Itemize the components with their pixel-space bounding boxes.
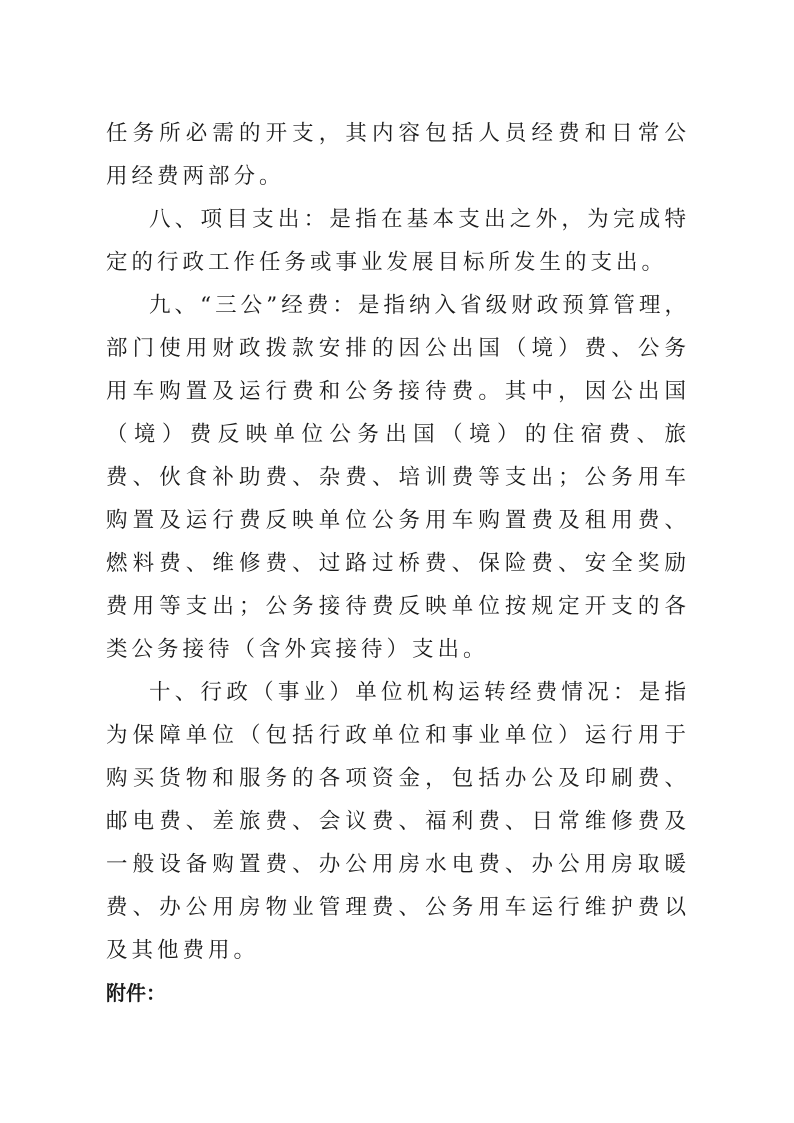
paragraph-continuation: 任务所必需的开支，其内容包括人员经费和日常公用经费两部分。 bbox=[106, 121, 690, 189]
attachment-label: 附件： bbox=[106, 981, 166, 1005]
paragraph-three-public-expenses: 九、“三公”经费：是指纳入省级财政预算管理，部门使用财政拨款安排的因公出国（境）费、公务用车购置及运行费和公务接待费。其中，因公出国（境）费反映单位公务出国（境）的住宿费、旅费、伙食补助费、杂费、培训费等支出；公务用车购置及运行费反映单位公务用车购置费及租用费、燃料费、维修费、过路过桥费、保险费、安全奖励费用等支出；公务接待费反映单位按规定开支的各类公务接待（含外宾接待）支出。 bbox=[106, 293, 690, 662]
paragraph-operating-funds: 十、行政（事业）单位机构运转经费情况：是指为保障单位（包括行政单位和事业单位）运行用于购买货物和服务的各项资金，包括办公及印刷费、邮电费、差旅费、会议费、福利费、日常维修费及一般设备购置费、办公用房水电费、办公用房取暖费、办公用房物业管理费、公务用车运行维护费以及其他费用。 bbox=[106, 680, 690, 963]
document-body bbox=[106, 112, 690, 1015]
paragraph-project-expenditure: 八、项目支出：是指在基本支出之外，为完成特定的行政工作任务或事业发展目标所发生的支出。 bbox=[106, 207, 690, 275]
